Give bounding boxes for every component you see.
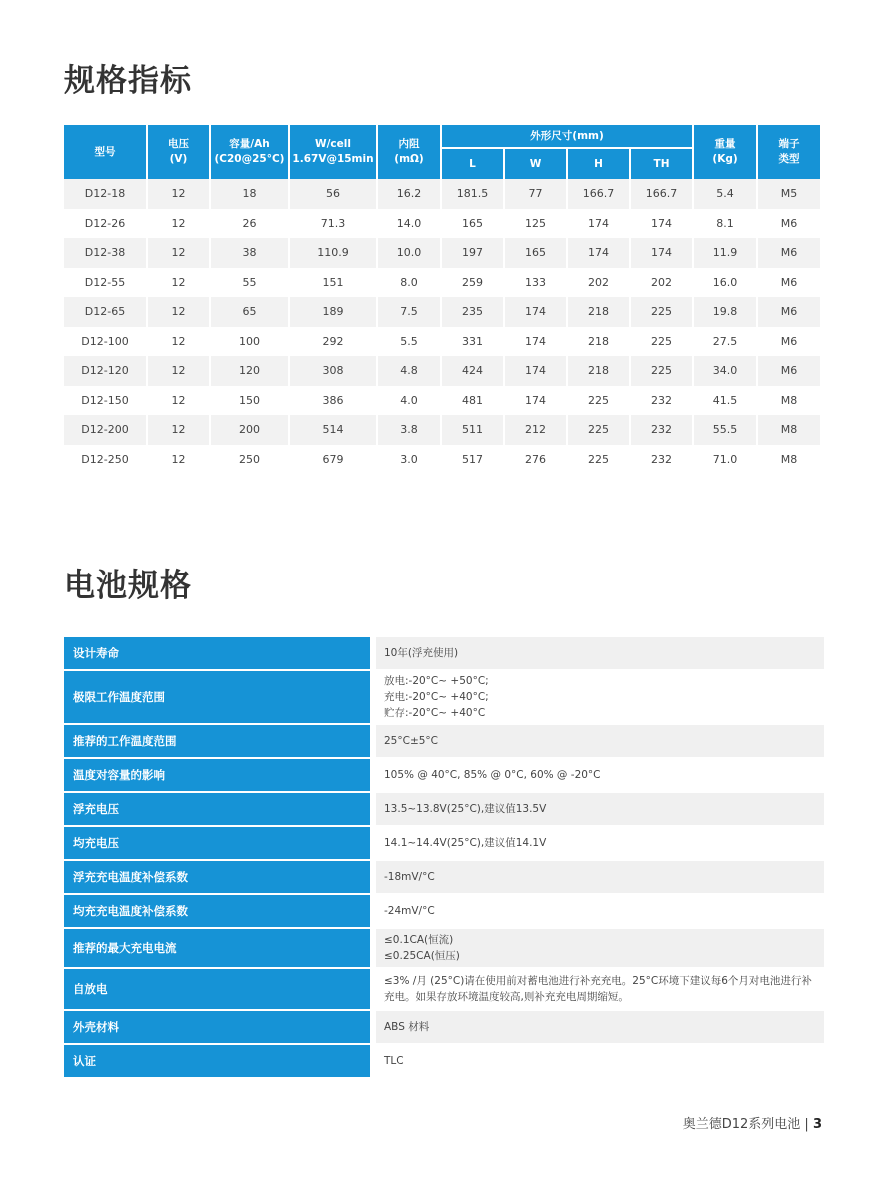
table-cell: 110.9 [290,238,376,268]
header-dimensions: 外形尺寸(mm) [442,125,692,147]
table-cell: M6 [758,238,820,268]
table-row [64,327,820,357]
table-cell: 331 [442,327,503,357]
table-cell: 202 [568,268,629,298]
table-cell: 232 [631,445,692,475]
spec-section-title: 规格指标 [64,63,192,99]
spec-row [64,725,824,757]
table-cell: 225 [568,415,629,445]
table-cell: D12-26 [64,209,146,239]
table-cell: 71.3 [290,209,376,239]
spec-key: 推荐的最大充电电流 [64,929,370,967]
table-cell: 218 [568,356,629,386]
header-voltage: 电压 (V) [148,125,209,179]
table-row [64,386,820,416]
table-cell: 7.5 [378,297,440,327]
table-cell: M6 [758,297,820,327]
table-cell: 174 [568,238,629,268]
spec-row [64,637,824,669]
table-cell: 27.5 [694,327,756,357]
table-cell: 225 [631,327,692,357]
header-weight: 重量 (Kg) [694,125,756,179]
table-cell: 174 [631,209,692,239]
footer-text: 奥兰德D12系列电池 | [682,1117,813,1132]
header-dim-h: H [568,147,629,179]
spec-key: 认证 [64,1045,370,1077]
spec-value [370,969,824,1009]
page-footer [683,1113,822,1132]
spec-value-line: 105% @ 40°C, 85% @ 0°C, 60% @ -20°C [384,769,601,781]
table-cell: 16.0 [694,268,756,298]
table-cell: 259 [442,268,503,298]
spec-key: 推荐的工作温度范围 [64,725,370,757]
spec-value [370,1011,824,1043]
table-cell: 11.9 [694,238,756,268]
table-cell: 276 [505,445,566,475]
table-cell: 174 [568,209,629,239]
header-capacity: 容量/Ah (C20@25°C) [211,125,288,179]
table-row [64,209,820,239]
spec-value-line: 25°C±5°C [384,735,439,747]
table-cell: 55 [211,268,288,298]
table-cell: M6 [758,209,820,239]
table-cell: 125 [505,209,566,239]
table-cell: 166.7 [631,179,692,209]
spec-value-line: ≤3% /月 (25°C)请在使用前对蓄电池进行补充充电。25°C环境下建议每6个月对电池进行补充电。如果存放环境温度较高,则补充充电周期缩短。 [384,975,812,1003]
spec-value-line: -24mV/°C [384,905,435,917]
battery-section-title: 电池规格 [64,568,192,604]
table-cell: 232 [631,415,692,445]
spec-value [370,827,824,859]
table-cell: 19.8 [694,297,756,327]
table-cell: 181.5 [442,179,503,209]
table-cell: M8 [758,445,820,475]
table-cell: 12 [148,327,209,357]
table-row [64,415,820,445]
table-cell: 225 [568,386,629,416]
table-cell: 174 [505,297,566,327]
table-cell: 174 [505,327,566,357]
header-dim-w: W [505,147,566,179]
table-cell: 100 [211,327,288,357]
table-cell: 235 [442,297,503,327]
spec-value-line: 10年(浮充使用) [384,647,459,659]
table-cell: 250 [211,445,288,475]
table-cell: 197 [442,238,503,268]
spec-row [64,929,824,967]
spec-key: 极限工作温度范围 [64,671,370,723]
table-cell: 517 [442,445,503,475]
table-cell: 5.5 [378,327,440,357]
spec-table [62,125,822,474]
table-cell: 71.0 [694,445,756,475]
table-cell: 120 [211,356,288,386]
table-cell: 12 [148,297,209,327]
table-row [64,268,820,298]
spec-key: 均充电压 [64,827,370,859]
table-cell: 5.4 [694,179,756,209]
spec-value-line: 贮存:-20°C~ +40°C [384,707,486,719]
table-cell: D12-65 [64,297,146,327]
spec-value [370,895,824,927]
table-cell: 232 [631,386,692,416]
spec-value-line: -18mV/°C [384,871,435,883]
table-cell: 151 [290,268,376,298]
spec-value [370,637,824,669]
table-cell: 424 [442,356,503,386]
table-cell: 200 [211,415,288,445]
table-cell: 292 [290,327,376,357]
table-row [64,445,820,475]
table-cell: 4.0 [378,386,440,416]
table-cell: 77 [505,179,566,209]
spec-value [370,759,824,791]
table-cell: 3.0 [378,445,440,475]
spec-row [64,969,824,1009]
table-cell: 150 [211,386,288,416]
table-cell: 174 [631,238,692,268]
table-cell: 41.5 [694,386,756,416]
spec-row [64,861,824,893]
spec-key: 均充充电温度补偿系数 [64,895,370,927]
table-cell: 12 [148,238,209,268]
table-cell: 386 [290,386,376,416]
spec-value-line: 充电:-20°C~ +40°C; [384,691,489,703]
table-cell: 34.0 [694,356,756,386]
table-cell: 165 [442,209,503,239]
spec-row [64,827,824,859]
table-cell: M6 [758,327,820,357]
header-resistance: 内阻 (mΩ) [378,125,440,179]
table-cell: 308 [290,356,376,386]
table-cell: M8 [758,386,820,416]
table-cell: 174 [505,356,566,386]
spec-key: 浮充电压 [64,793,370,825]
table-cell: 14.0 [378,209,440,239]
table-cell: 166.7 [568,179,629,209]
spec-value-line: 13.5~13.8V(25°C),建议值13.5V [384,803,547,815]
spec-key: 外壳材料 [64,1011,370,1043]
header-dim-th: TH [631,147,692,179]
table-cell: 12 [148,268,209,298]
table-cell: D12-250 [64,445,146,475]
spec-row [64,1045,824,1077]
spec-row [64,793,824,825]
table-cell: 55.5 [694,415,756,445]
table-cell: 26 [211,209,288,239]
table-cell: 18 [211,179,288,209]
table-cell: 10.0 [378,238,440,268]
table-cell: 8.1 [694,209,756,239]
table-cell: D12-55 [64,268,146,298]
table-cell: D12-100 [64,327,146,357]
spec-key: 温度对容量的影响 [64,759,370,791]
table-cell: 174 [505,386,566,416]
table-cell: M6 [758,356,820,386]
spec-key: 自放电 [64,969,370,1009]
spec-value [370,861,824,893]
spec-key: 设计寿命 [64,637,370,669]
header-terminal: 端子 类型 [758,125,820,179]
table-cell: M8 [758,415,820,445]
table-cell: 212 [505,415,566,445]
table-cell: D12-38 [64,238,146,268]
spec-table-body [64,179,820,474]
spec-value [370,671,824,723]
table-cell: D12-18 [64,179,146,209]
spec-value-line: TLC [384,1055,404,1067]
spec-value [370,793,824,825]
table-cell: 225 [631,297,692,327]
table-cell: 218 [568,327,629,357]
battery-spec-table [64,635,824,1079]
table-cell: 65 [211,297,288,327]
spec-value-line: 放电:-20°C~ +50°C; [384,675,489,687]
table-cell: 225 [631,356,692,386]
table-cell: 3.8 [378,415,440,445]
table-cell: 133 [505,268,566,298]
table-cell: 514 [290,415,376,445]
table-cell: 12 [148,386,209,416]
spec-row [64,759,824,791]
table-cell: D12-120 [64,356,146,386]
table-cell: 511 [442,415,503,445]
header-model: 型号 [64,125,146,179]
table-row [64,297,820,327]
table-cell: 165 [505,238,566,268]
page-number: 3 [812,1117,822,1132]
table-cell: 12 [148,415,209,445]
table-cell: 38 [211,238,288,268]
spec-value-line: 14.1~14.4V(25°C),建议值14.1V [384,837,547,849]
table-cell: 679 [290,445,376,475]
spec-value-line: ≤0.25CA(恒压) [384,950,460,962]
spec-value [370,929,824,967]
table-cell: 218 [568,297,629,327]
spec-value-line: ABS 材料 [384,1021,430,1033]
table-cell: 189 [290,297,376,327]
table-cell: D12-150 [64,386,146,416]
table-cell: 12 [148,356,209,386]
table-cell: 8.0 [378,268,440,298]
spec-row [64,671,824,723]
table-cell: 4.8 [378,356,440,386]
table-cell: 16.2 [378,179,440,209]
table-cell: 202 [631,268,692,298]
spec-row [64,1011,824,1043]
table-cell: 12 [148,209,209,239]
header-wcell: W/cell 1.67V@15min [290,125,376,179]
table-row [64,238,820,268]
spec-value [370,725,824,757]
header-dim-l: L [442,147,503,179]
table-cell: D12-200 [64,415,146,445]
table-cell: M6 [758,268,820,298]
table-cell: 12 [148,179,209,209]
table-cell: 12 [148,445,209,475]
table-row [64,356,820,386]
spec-row [64,895,824,927]
spec-value-line: ≤0.1CA(恒流) [384,934,454,946]
spec-value [370,1045,824,1077]
table-cell: 225 [568,445,629,475]
battery-spec-body [64,637,824,1077]
spec-key: 浮充充电温度补偿系数 [64,861,370,893]
table-row [64,179,820,209]
table-cell: 56 [290,179,376,209]
table-cell: 481 [442,386,503,416]
table-cell: M5 [758,179,820,209]
